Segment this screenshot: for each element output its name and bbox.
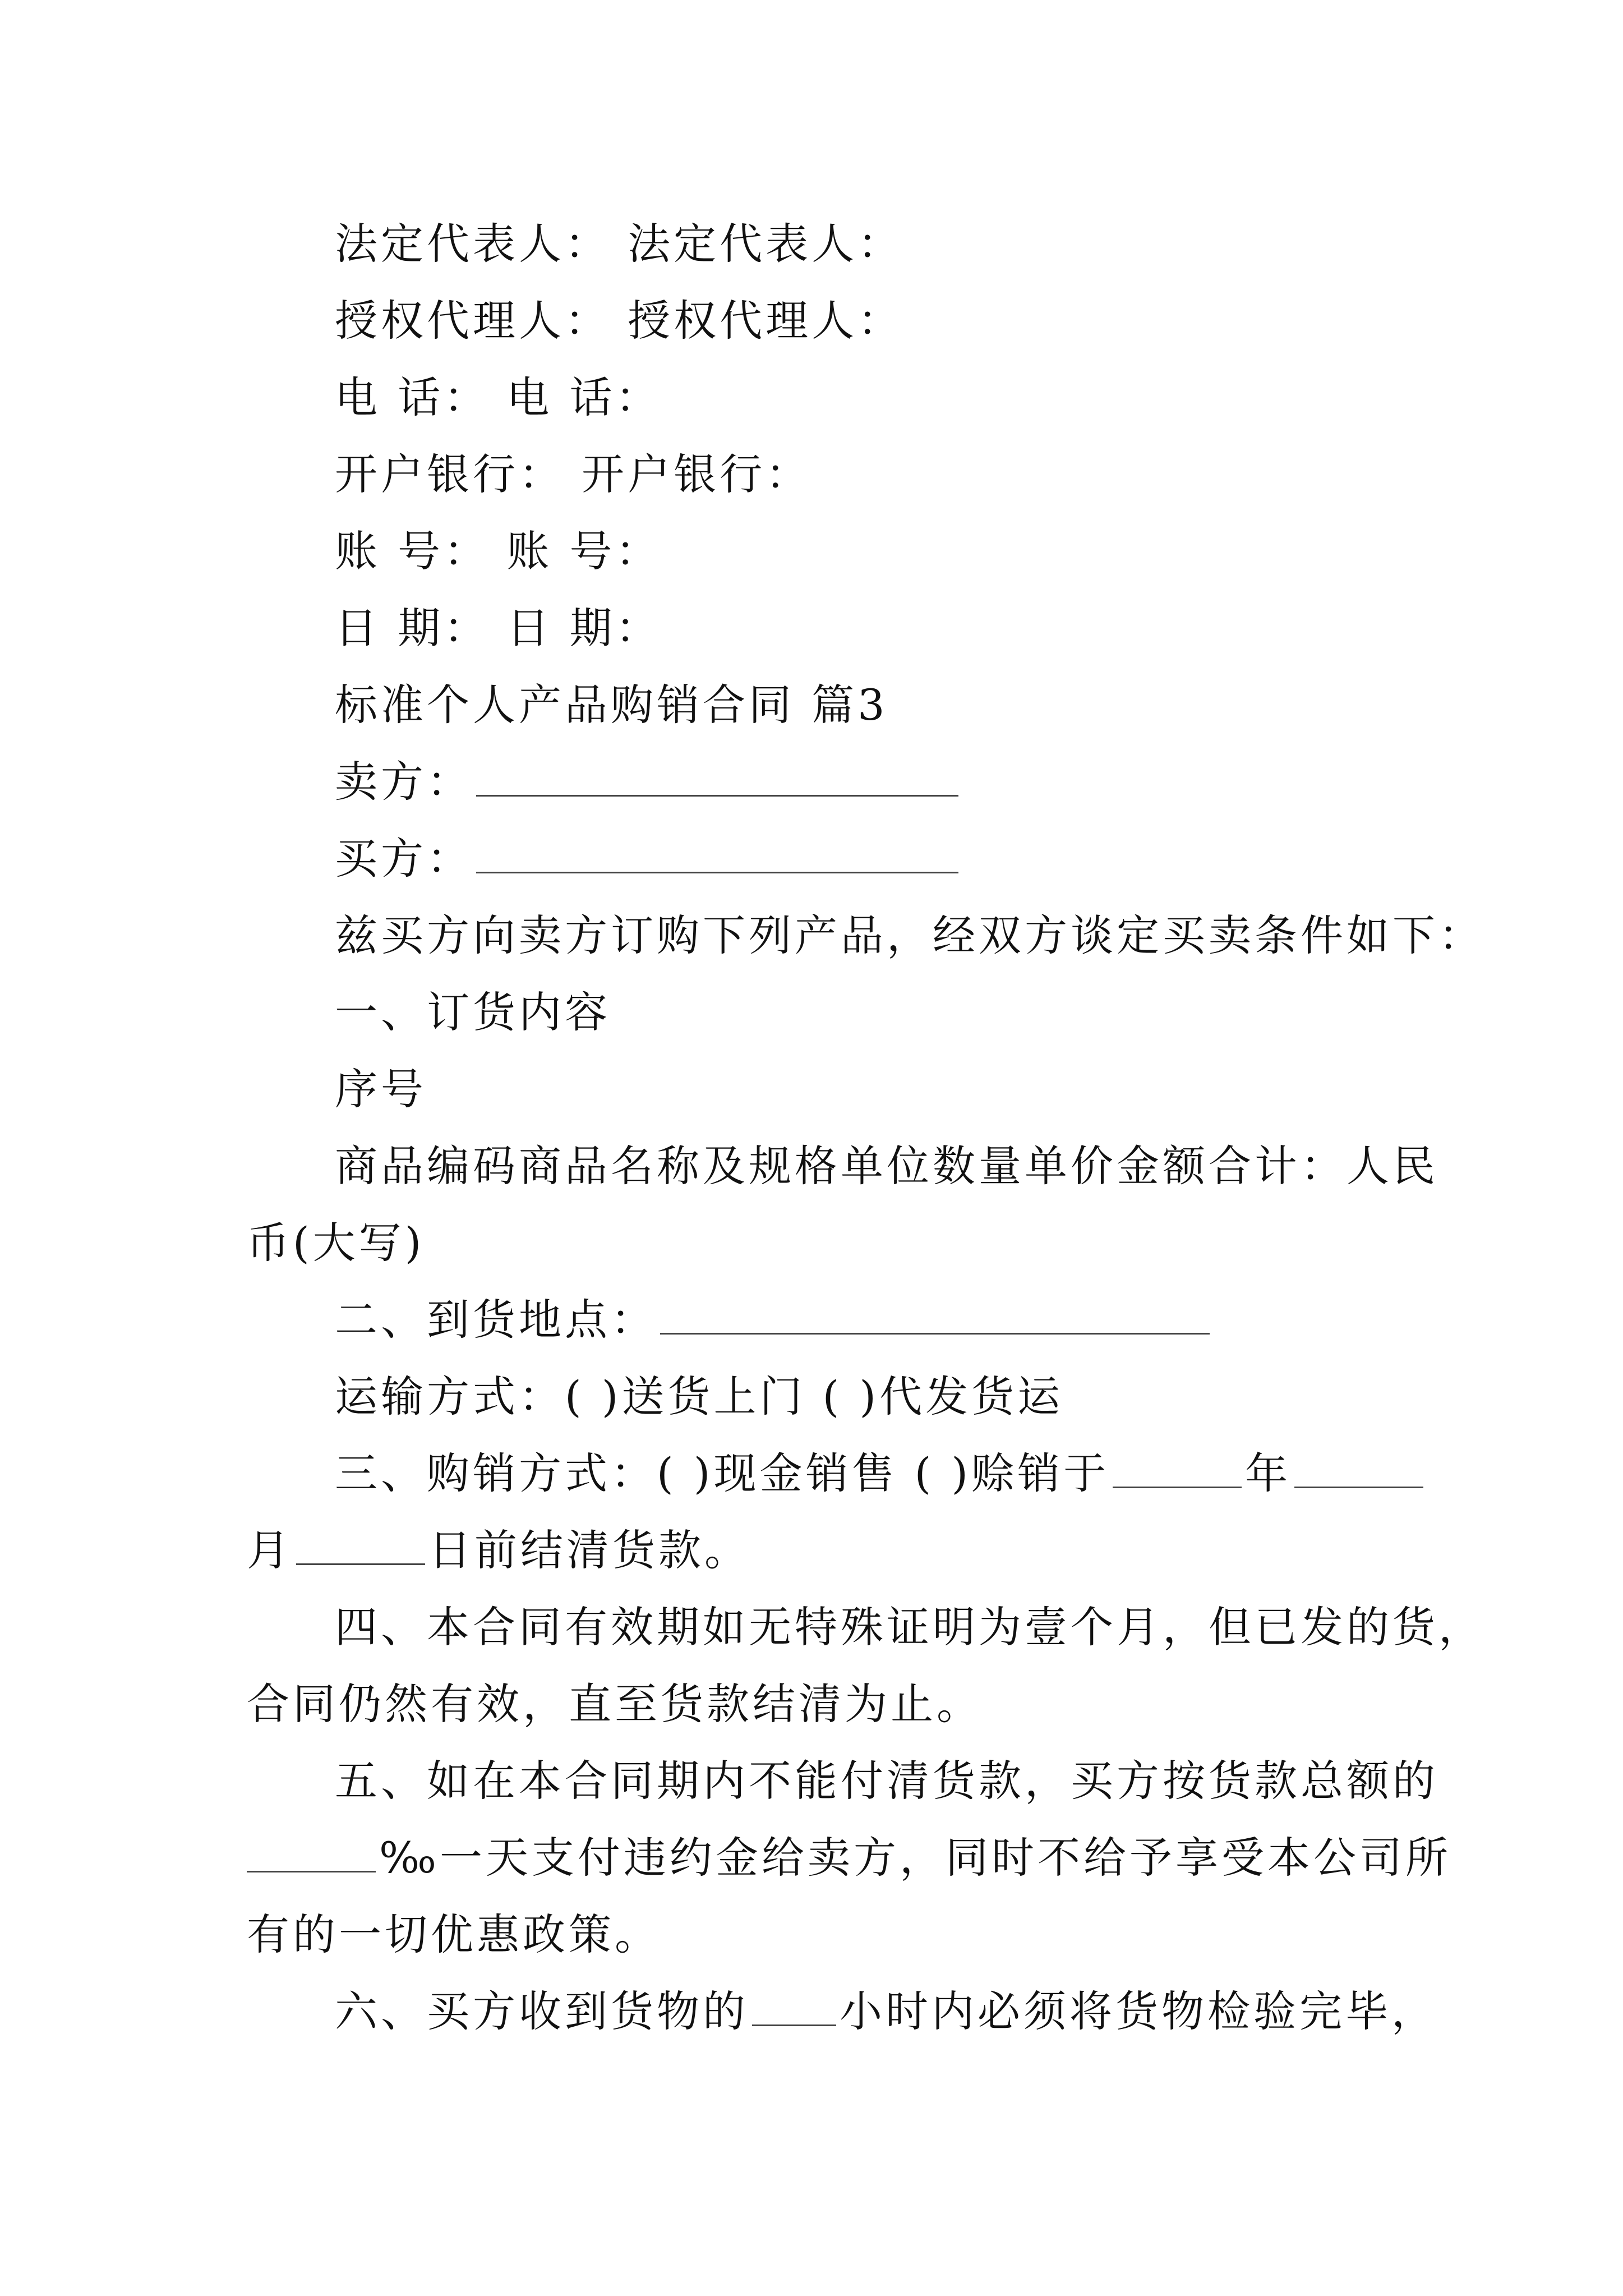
year-blank <box>1113 1451 1242 1488</box>
penalty-continued <box>247 1830 1451 1886</box>
date-line: 日 期： 日 期： <box>335 603 662 653</box>
validity-line: 四、本合同有效期如无特殊证明为壹个月，但已发的货， <box>335 1602 1484 1652</box>
month-blank <box>1294 1451 1423 1488</box>
settlement-text: 日前结清货款。 <box>428 1525 750 1575</box>
buyer-line <box>335 831 962 887</box>
bank-line: 开户银行： 开户银行： <box>335 449 812 499</box>
validity-continued: 合同仍然有效，直至货款结清为止。 <box>247 1679 983 1729</box>
penalty-end-line: 有的一切优惠政策。 <box>247 1910 661 1959</box>
sales-method-line <box>335 1446 1427 1502</box>
delivery-blank <box>660 1297 1210 1335</box>
section-title: 标准个人产品购销合同 篇3 <box>335 680 888 730</box>
delivery-label: 二、到货地点： <box>335 1295 657 1345</box>
account-line: 账 号： 账 号： <box>335 526 662 576</box>
delivery-line <box>335 1292 1213 1348</box>
item-header-continued: 币(大写) <box>247 1218 425 1268</box>
authorized-agent-line: 授权代理人： 授权代理人： <box>335 296 904 346</box>
inspection-line <box>335 1984 1437 2040</box>
seller-label: 卖方： <box>335 757 473 807</box>
month-label: 月 <box>247 1525 293 1575</box>
order-content-heading: 一、订货内容 <box>335 987 611 1037</box>
inspection-text-a: 六、买方收到货物的 <box>335 1986 749 2036</box>
year-label: 年 <box>1245 1448 1292 1498</box>
phone-line: 电 话： 电 话： <box>335 372 662 422</box>
legal-representative-line: 法定代表人： 法定代表人： <box>335 219 904 269</box>
penalty-rate-blank <box>247 1835 376 1872</box>
transport-line: 运输方式：( )送货上门 ( )代发货运 <box>335 1372 1064 1421</box>
buyer-label: 买方： <box>335 834 473 884</box>
inspection-text-b: 小时内必须将货物检验完毕， <box>840 1986 1437 2036</box>
day-blank <box>296 1527 425 1565</box>
buyer-blank <box>476 836 958 873</box>
penalty-line: 五、如在本合同期内不能付清货款，买方按货款总额的 <box>335 1756 1438 1806</box>
hours-blank <box>752 1989 836 2026</box>
serial-number-label: 序号 <box>335 1064 427 1114</box>
sales-method-text: 三、购销方式：( )现金销售 ( )赊销于 <box>335 1448 1110 1498</box>
seller-line <box>335 754 962 810</box>
seller-blank <box>476 759 958 797</box>
settlement-line <box>247 1522 750 1579</box>
intro-line: 兹买方向卖方订购下列产品，经双方谈定买卖条件如下： <box>335 910 1484 960</box>
item-header-line: 商品编码商品名称及规格单位数量单价金额合计：人民 <box>335 1141 1438 1191</box>
penalty-text: ‰一天支付违约金给卖方，同时不给予享受本公司所 <box>379 1833 1451 1883</box>
